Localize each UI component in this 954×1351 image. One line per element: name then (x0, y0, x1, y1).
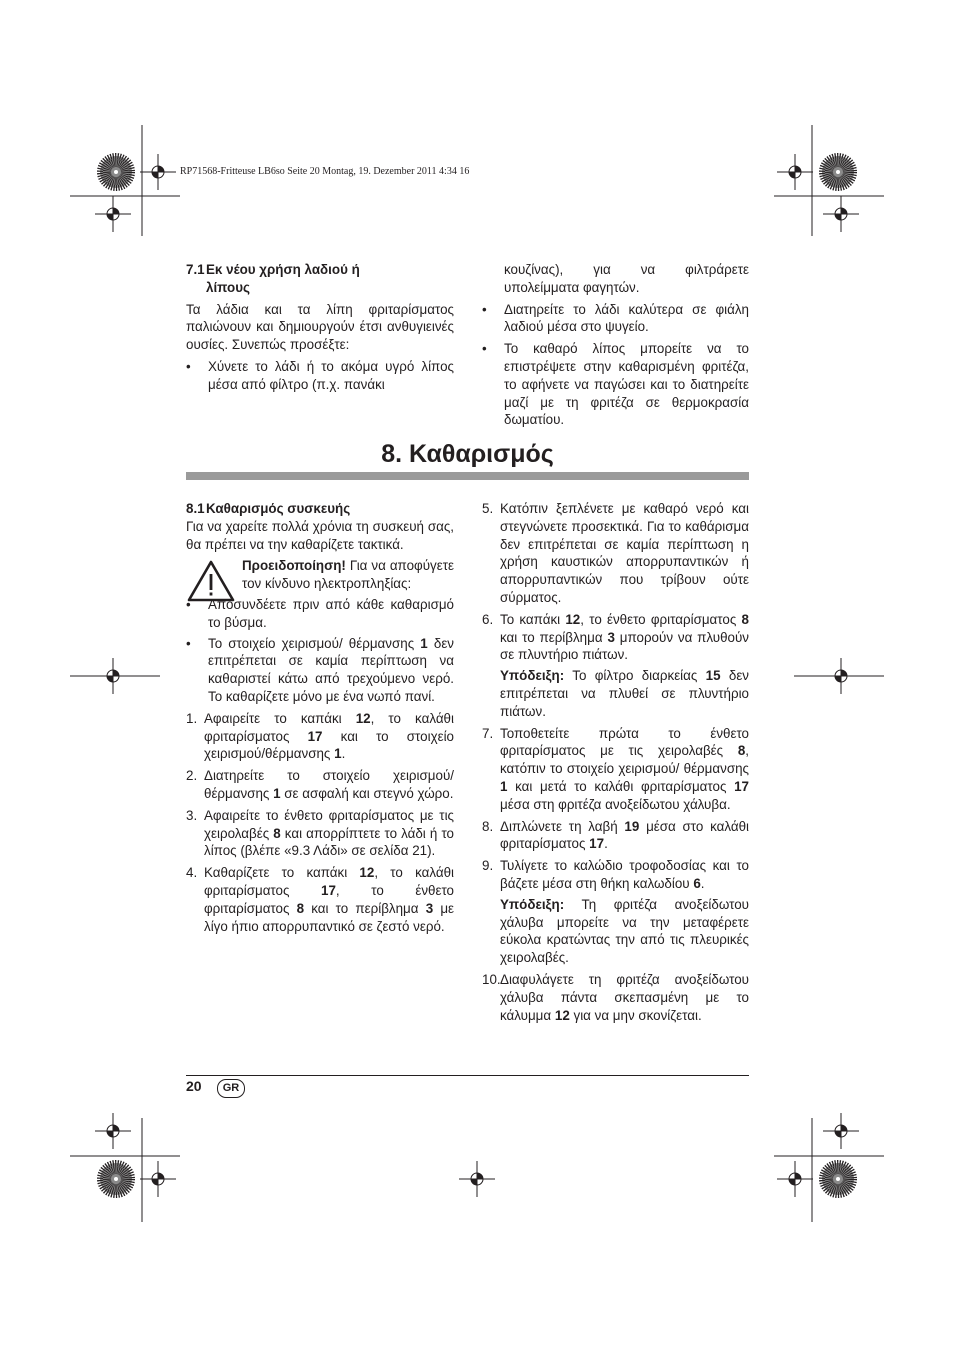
step-item: 10. Διαφυλάγετε τη φριτέζα ανοξείδωτου χάλυβα πάντα σκεπασμένη με το κάλυμμα 12 για να μην σκονίζεται. (482, 971, 749, 1023)
section-intro: Για να χαρείτε πολλά χρόνια τη συσκευή σας, θα πρέπει να την καθαρίζετε τακτικά. (186, 518, 454, 552)
section-intro: Τα λάδια και τα λίπη φριταρίσματος παλιώνουν και δημιουργούν έτσι ανθυγιεινές ουσίες. Συνεπώς προσέξτε: (186, 301, 454, 353)
chapter-title: 8. Καθαρισμός (381, 440, 554, 468)
step-text: Τυλίγετε το καλώδιο τροφοδοσίας και το βάζετε μέσα στη θήκη καλωδίου 6. (500, 858, 749, 891)
page-number: 20 (186, 1078, 202, 1094)
note-text: Τη φριτέζα ανοξείδωτου χάλυβα μπορείτε να την μεταφέρετε εύκολα κρατώντας την από τις πλευρικές χειρολαβές. (500, 896, 749, 966)
list-item: • Διατηρείτε το λάδι καλύτερα σε φιάλη λαδιού μέσα στο ψυγείο. (482, 301, 749, 335)
step-item: 4. Καθαρίζετε το καπάκι 12, το καλάθι φριταρίσματος 17, το ένθετο φριταρίσματος 8 και το περίβλημα 3 με λίγο ήπιο απορρυπαντικό σε ζεστό νερό. (186, 865, 455, 934)
section-7-1-right (482, 261, 749, 429)
section-7-1-left (186, 261, 454, 394)
note-text: Το φίλτρο διαρκείας 15 δεν επιτρέπεται να πλυθεί σε πλυντήριο πιάτων. (500, 668, 750, 719)
step-item: 2. Διατηρείτε το στοιχείο χειρισμού/ θέρμανσης 1 σε ασφαλή και στεγνό χώρο. (186, 768, 454, 801)
bullet-text: Διατηρείτε το λάδι καλύτερα σε φιάλη λαδιού μέσα στο ψυγείο. (504, 301, 749, 335)
bullet-text: Το στοιχείο χειρισμού/ θέρμανσης 1 δεν επιτρέπεται σε καμία περίπτωση να καθαριστεί κάτω από τρεχούμενο νερό. Το καθαρίζετε μόνο με ένα νωπό πανί. (208, 635, 454, 704)
section-title: Καθαρισμός συσκευής (206, 501, 351, 516)
section-number: 7.1 (186, 262, 205, 277)
step-text: Κατόπιν ξεπλένετε με καθαρό νερό και στεγνώνετε προσεκτικά. Για το καθάρισμα δεν επιτρέπεται σε καμία περίπτωση η χρήση καυστικών απορρυπαντικών ή απορρυπαντικών που τρίβουν ούτε σύρματος. (500, 501, 749, 605)
bullet-text: Χύνετε το λάδι ή το ακόμα υγρό λίπος μέσα από φίλτρο (π.χ. πανάκι (208, 358, 454, 392)
list-item: • Το καθαρό λίπος μπορείτε να το επιστρέψετε στην καθαρισμένη φριτέζα, το αφήνετε να παγώσει και το διατηρείτε μαζί με τη φριτέζα σε θερμοκρασία δωματίου. (482, 341, 749, 428)
step-item: 3. Αφαιρείτε το ένθετο φριταρίσματος με τις χειρολαβές 8 και απορρίπτετε το λάδι ή το λίπος (βλέπε «9.3 Λάδι» σε σελίδα 21). (186, 807, 454, 859)
warning-box (186, 557, 454, 593)
section-8-1-right (482, 500, 749, 1024)
step-text: Αφαιρείτε το ένθετο φριταρίσματος με τις χειρολαβές 8 και απορρίπτετε το λάδι ή το λίπος (βλέπε «9.3 Λάδι» σε σελίδα 21). (204, 807, 454, 859)
step-item: 6. Το καπάκι 12, το ένθετο φριταρίσματος 8 και το περίβλημα 3 μπορούν να πλυθούν σε πλυντήριο πιάτων. (482, 611, 749, 663)
section-8-1-left (186, 500, 454, 935)
list-item: • Χύνετε το λάδι ή το ακόμα υγρό λίπος μέσα από φίλτρο (π.χ. πανάκι (186, 358, 454, 392)
section-title-line2: λίπους (206, 279, 250, 295)
note-label: Υπόδειξη: (500, 668, 565, 684)
warning-text: Για να αποφύγετε τον κίνδυνο ηλεκτροπληξίας: (242, 558, 454, 592)
section-title-line1: Εκ νέου χρήση λαδιού ή (206, 262, 360, 277)
bullet-continuation: κουζίνας), για να φιλτράρετε υπολείμματα φαγητών. (504, 262, 749, 295)
step-item: 7. Τοποθετείτε πρώτα το ένθετο φριταρίσματος με τις χειρολαβές 8, κατόπιν το στοιχείο χειρισμού/ θέρμανσης 1 και μετά το καλάθι φριταρίσματος 17 μέσα στη φριτέζα ανοξείδωτου χάλυβα. (482, 725, 749, 812)
language-badge: GR (217, 1079, 245, 1098)
step-text: Αφαιρείτε το καπάκι 12, το καλάθι φριταρίσματος 17 και το στοιχείο χειρισμού/θέρμανσης 1. (204, 710, 454, 762)
step-item: 9. Τυλίγετε το καλώδιο τροφοδοσίας και το βάζετε μέσα στη θήκη καλωδίου 6. (482, 858, 749, 891)
list-item: • Αποσυνδέετε πριν από κάθε καθαρισμό το βύσμα. (186, 596, 454, 630)
bullet-text: Το καθαρό λίπος μπορείτε να το επιστρέψετε στην καθαρισμένη φριτέζα, το αφήνετε να παγώσει και το διατηρείτε μαζί με τη φριτέζα σε θερμοκρασία δωματίου. (504, 341, 749, 428)
step-text: Το καπάκι 12, το ένθετο φριταρίσματος 8 και το περίβλημα 3 μπορούν να πλυθούν σε πλυντήριο πιάτων. (500, 611, 749, 663)
note (482, 896, 749, 967)
footer-rule (186, 1075, 749, 1076)
note (482, 667, 749, 720)
step-item: 5. Κατόπιν ξεπλένετε με καθαρό νερό και στεγνώνετε προσεκτικά. Για το καθάρισμα δεν επιτρέπεται σε καμία περίπτωση η χρήση καυστικών απορρυπαντικών ή απορρυπαντικών που τρίβουν ούτε σύρματος. (482, 501, 749, 605)
note-label: Υπόδειξη: (500, 896, 565, 912)
bullet-text: Αποσυνδέετε πριν από κάθε καθαρισμό το βύσμα. (208, 596, 454, 630)
chapter-divider (186, 472, 749, 480)
warning-label: Προειδοποίηση! (242, 558, 346, 574)
section-number: 8.1 (186, 501, 205, 516)
step-item: 1. Αφαιρείτε το καπάκι 12, το καλάθι φριταρίσματος 17 και το στοιχείο χειρισμού/θέρμανσης 1. (186, 710, 454, 762)
step-text: Καθαρίζετε το καπάκι 12, το καλάθι φριταρίσματος 17, το ένθετο φριταρίσματος 8 και το περίβλημα 3 με λίγο ήπιο απορρυπαντικό σε ζεστό νερό. (204, 865, 455, 934)
step-text: Διπλώνετε τη λαβή 19 μέσα στο καλάθι φριταρίσματος 17. (500, 818, 749, 852)
list-item: • Το στοιχείο χειρισμού/ θέρμανσης 1 δεν επιτρέπεται σε καμία περίπτωση να καθαριστεί κάτω από τρεχούμενο νερό. Το καθαρίζετε μόνο με ένα νωπό πανί. (186, 635, 454, 704)
step-text: Τοποθετείτε πρώτα το ένθετο φριταρίσματος με τις χειρολαβές 8, κατόπιν το στοιχείο χειρισμού/ θέρμανσης 1 και μετά το καλάθι φριταρίσματος 17 μέσα στη φριτέζα ανοξείδωτου χάλυβα. (500, 725, 749, 812)
step-text: Διατηρείτε το στοιχείο χειρισμού/ θέρμανσης 1 σε ασφαλή και στεγνό χώρο. (204, 768, 454, 801)
step-item: 8. Διπλώνετε τη λαβή 19 μέσα στο καλάθι φριταρίσματος 17. (482, 818, 749, 852)
print-slug: RP71568-Fritteuse LB6so Seite 20 Montag, 19. Dezember 2011 4:34 16 (180, 166, 470, 177)
step-text: Διαφυλάγετε τη φριτέζα ανοξείδωτου χάλυβα πάντα σκεπασμένη με το κάλυμμα 12 για να μην σκονίζεται. (500, 971, 749, 1023)
section-7-1-heading (186, 261, 454, 297)
section-8-1-heading (186, 500, 454, 518)
